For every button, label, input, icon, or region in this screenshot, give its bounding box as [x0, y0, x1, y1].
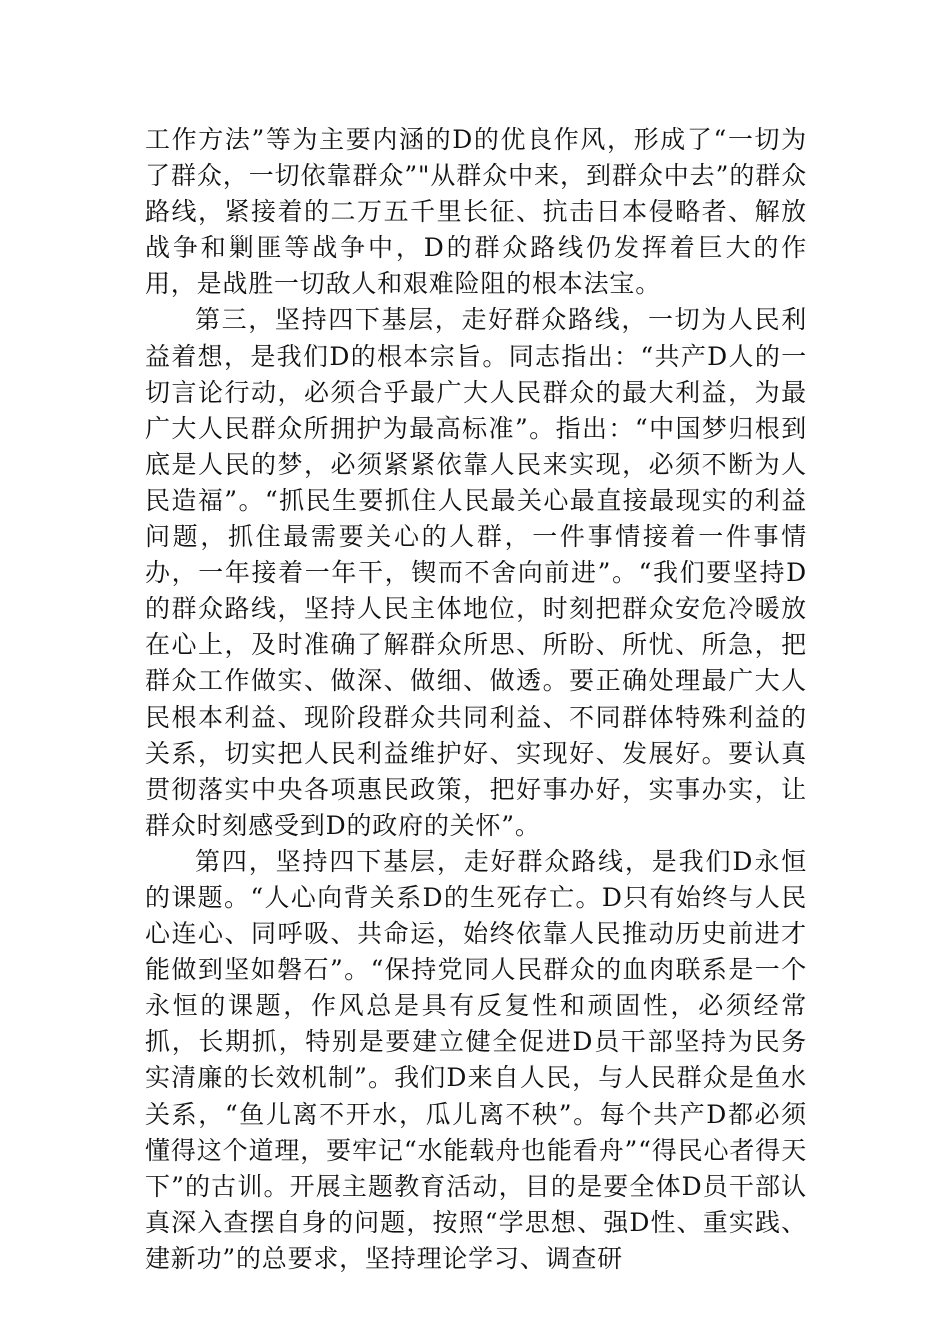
paragraph-continuation: 工作方法”等为主要内涵的D的优良作风，形成了“一切为了群众，一切依靠群众”"从群众中来，到群众中去”的群众路线，紧接着的二万五千里长征、抗击日本侵略者、解放战争和剿匪等战争中，D的群众路线仍发挥着巨大的作用，是战胜一切敌人和艰难险阻的根本法宝。 — [145, 125, 807, 299]
document-body — [145, 122, 807, 1277]
paragraph-fourth-point: 第四，坚持四下基层，走好群众路线，是我们D永恒的课题。“人心向背关系D的生死存亡。D只有始终与人民心连心、同呼吸、共命运，始终依靠人民推动历史前进才能做到坚如磐石”。“保持党同人民群众的血肉联系是一个永恒的课题，作风总是具有反复性和顽固性，必须经常抓，长期抓，特别是要建立健全促进D员干部坚持为民务实清廉的长效机制”。我们D来自人民，与人民群众是鱼水关系，“鱼儿离不开水，瓜儿离不秧”。每个共产D都必须懂得这个道理，要牢记“水能载舟也能看舟”“得民心者得天下”的古训。开展主题教育活动，目的是要全体D员干部认真深入查摆自身的问题，按照“学思想、强D性、重实践、建新功”的总要求，坚持理论学习、调查研 — [145, 846, 807, 1273]
paragraph-third-point: 第三，坚持四下基层，走好群众路线，一切为人民利益着想，是我们D的根本宗旨。同志指出：“共产D人的一切言论行动，必须合乎最广大人民群众的最大利益，为最广大人民群众所拥护为最高标准”。指出：“中国梦归根到底是人民的梦，必须紧紧依靠人民来实现，必须不断为人民造福”。“抓民生要抓住人民最关心最直接最现实的利益问题，抓住最需要关心的人群，一件事情接着一件事情办，一年接着一年干，锲而不舍向前进”。“我们要坚持D的群众路线，坚持人民主体地位，时刻把群众安危冷暖放在心上，及时准确了解群众所思、所盼、所忧、所急，把群众工作做实、做深、做细、做透。要正确处理最广大人民根本利益、现阶段群众共同利益、不同群体特殊利益的关系，切实把人民利益维护好、实现好、发展好。要认真贯彻落实中央各项惠民政策，把好事办好，实事办实，让群众时刻感受到D的政府的关怀”。 — [145, 305, 807, 840]
